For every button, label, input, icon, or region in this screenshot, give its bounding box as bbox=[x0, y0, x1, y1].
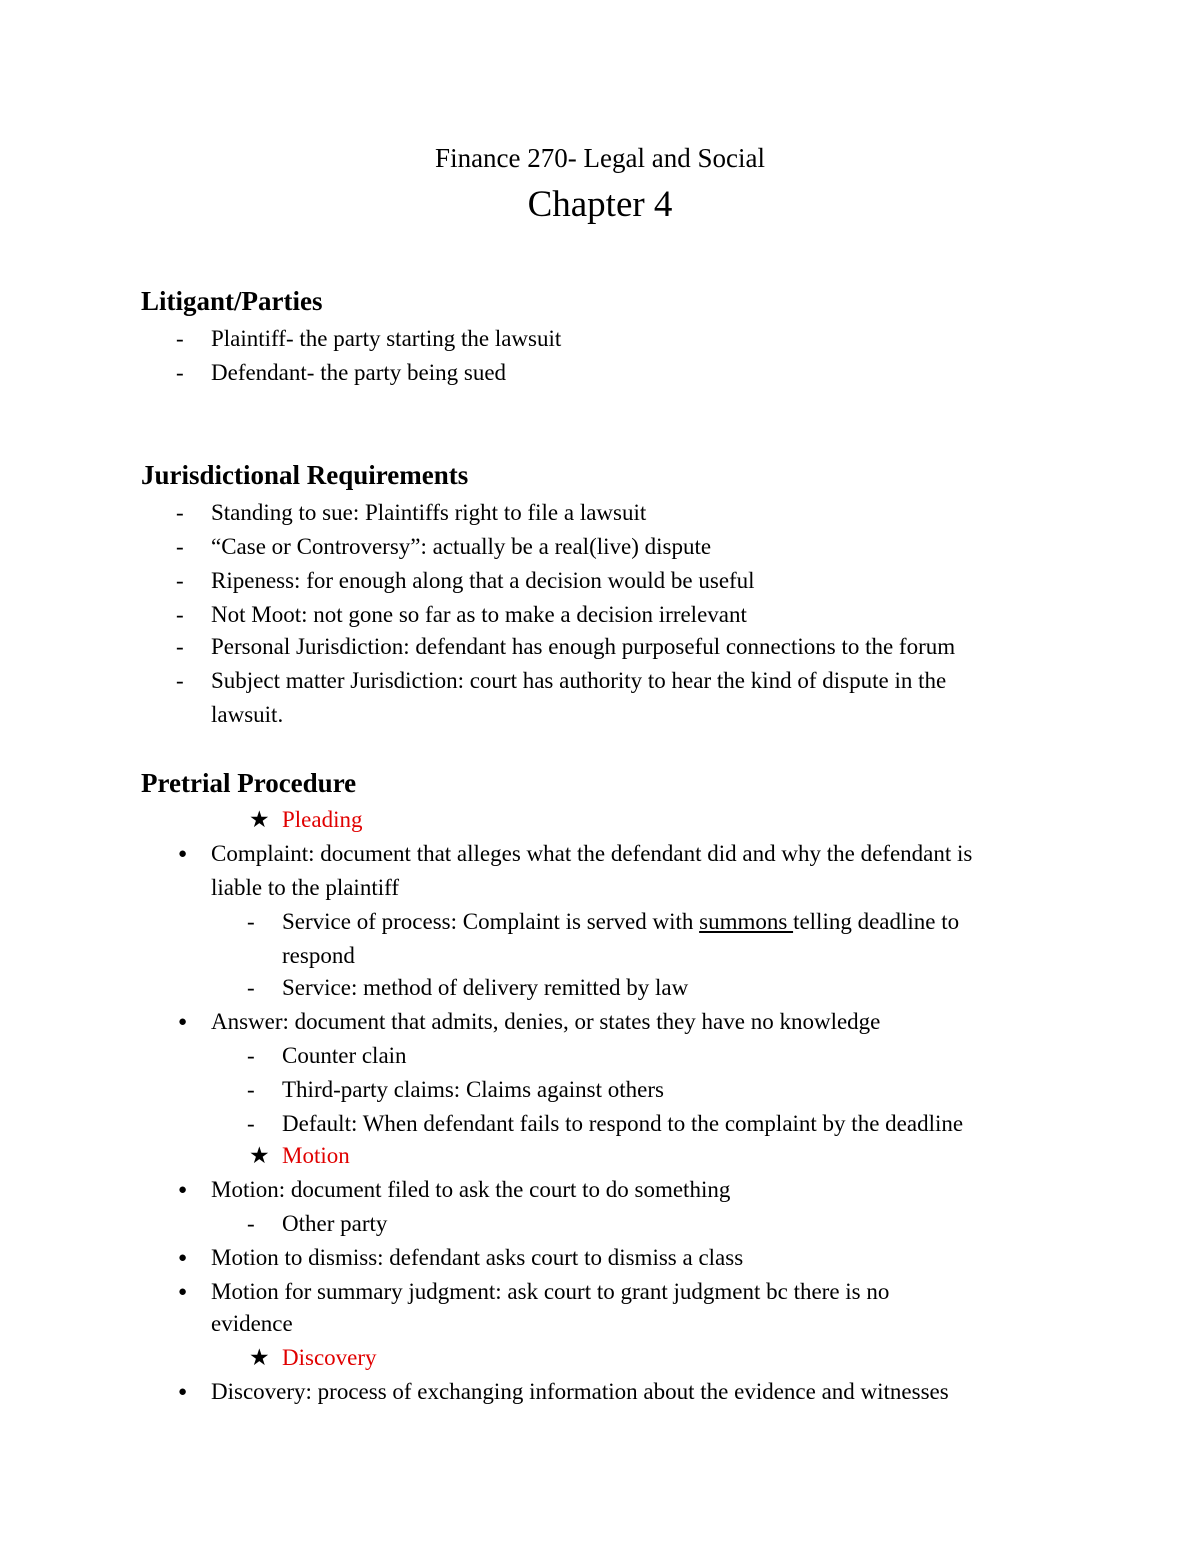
bullet-icon: ● bbox=[178, 1250, 188, 1266]
subheading-motion: Motion bbox=[282, 1143, 350, 1168]
list-item-dismiss: Motion to dismiss: defendant asks court to dismiss a class bbox=[211, 1245, 744, 1270]
list-item-other-party: Other party bbox=[282, 1211, 388, 1236]
list-item-continuation: lawsuit. bbox=[211, 702, 284, 727]
dash-marker: - bbox=[176, 634, 184, 659]
list-item-default: Default: When defendant fails to respond to the complaint by the deadline bbox=[282, 1111, 964, 1136]
list-item: Defendant- the party being sued bbox=[211, 360, 507, 385]
list-item-service: Service: method of delivery remitted by law bbox=[282, 975, 689, 1000]
star-icon: ★ bbox=[249, 1345, 270, 1370]
dash-marker: - bbox=[247, 1111, 255, 1136]
list-item-answer: Answer: document that admits, denies, or states they have no knowledge bbox=[211, 1009, 881, 1034]
section-heading-jurisdiction: Jurisdictional Requirements bbox=[141, 460, 469, 490]
list-item: Subject matter Jurisdiction: court has authority to hear the kind of dispute in the bbox=[211, 668, 947, 693]
chapter-title: Chapter 4 bbox=[527, 184, 673, 225]
list-item-complaint: Complaint: document that alleges what the defendant did and why the defendant is bbox=[211, 841, 973, 866]
dash-marker: - bbox=[176, 568, 184, 593]
dash-marker: - bbox=[247, 1077, 255, 1102]
section-heading-litigant: Litigant/Parties bbox=[141, 286, 323, 316]
dash-marker: - bbox=[176, 360, 184, 385]
document-title: Finance 270- Legal and Social bbox=[435, 143, 765, 173]
bullet-icon: ● bbox=[178, 1014, 188, 1030]
text-run: telling deadline to bbox=[793, 909, 960, 934]
dash-marker: - bbox=[247, 1211, 255, 1236]
star-icon: ★ bbox=[249, 1143, 270, 1168]
dash-marker: - bbox=[247, 1043, 255, 1068]
section-heading-pretrial: Pretrial Procedure bbox=[141, 768, 357, 798]
list-item-service-process bbox=[282, 905, 959, 939]
star-icon: ★ bbox=[249, 807, 270, 832]
list-item: Plaintiff- the party starting the lawsuit bbox=[211, 326, 562, 351]
list-item: Not Moot: not gone so far as to make a decision irrelevant bbox=[211, 602, 747, 627]
dash-marker: - bbox=[176, 326, 184, 351]
underlined-term-summons: summons bbox=[699, 909, 794, 934]
subheading-pleading: Pleading bbox=[282, 807, 363, 832]
text-run: Service of process: Complaint is served with bbox=[282, 909, 700, 934]
dash-marker: - bbox=[247, 975, 255, 1000]
list-item-continuation: respond bbox=[282, 943, 355, 968]
dash-marker: - bbox=[176, 500, 184, 525]
dash-marker: - bbox=[176, 668, 184, 693]
dash-marker: - bbox=[176, 602, 184, 627]
list-item-counter-claim: Counter clain bbox=[282, 1043, 407, 1068]
list-item-continuation: evidence bbox=[211, 1311, 293, 1336]
list-item-third-party: Third-party claims: Claims against others bbox=[282, 1077, 664, 1102]
dash-marker: - bbox=[247, 909, 255, 934]
bullet-icon: ● bbox=[178, 846, 188, 862]
list-item-summary-judgment: Motion for summary judgment: ask court to grant judgment bc there is no bbox=[211, 1279, 890, 1304]
list-item-discovery: Discovery: process of exchanging information about the evidence and witnesses bbox=[211, 1379, 949, 1404]
list-item: Standing to sue: Plaintiffs right to file a lawsuit bbox=[211, 500, 647, 525]
list-item: “Case or Controversy”: actually be a real(live) dispute bbox=[211, 534, 712, 559]
bullet-icon: ● bbox=[178, 1182, 188, 1198]
dash-marker: - bbox=[176, 534, 184, 559]
bullet-icon: ● bbox=[178, 1284, 188, 1300]
bullet-icon: ● bbox=[178, 1384, 188, 1400]
list-item: Personal Jurisdiction: defendant has enough purposeful connections to the forum bbox=[211, 634, 956, 659]
list-item-motion: Motion: document filed to ask the court to do something bbox=[211, 1177, 731, 1202]
list-item: Ripeness: for enough along that a decision would be useful bbox=[211, 568, 755, 593]
subheading-discovery: Discovery bbox=[282, 1345, 377, 1370]
list-item-continuation: liable to the plaintiff bbox=[211, 875, 399, 900]
